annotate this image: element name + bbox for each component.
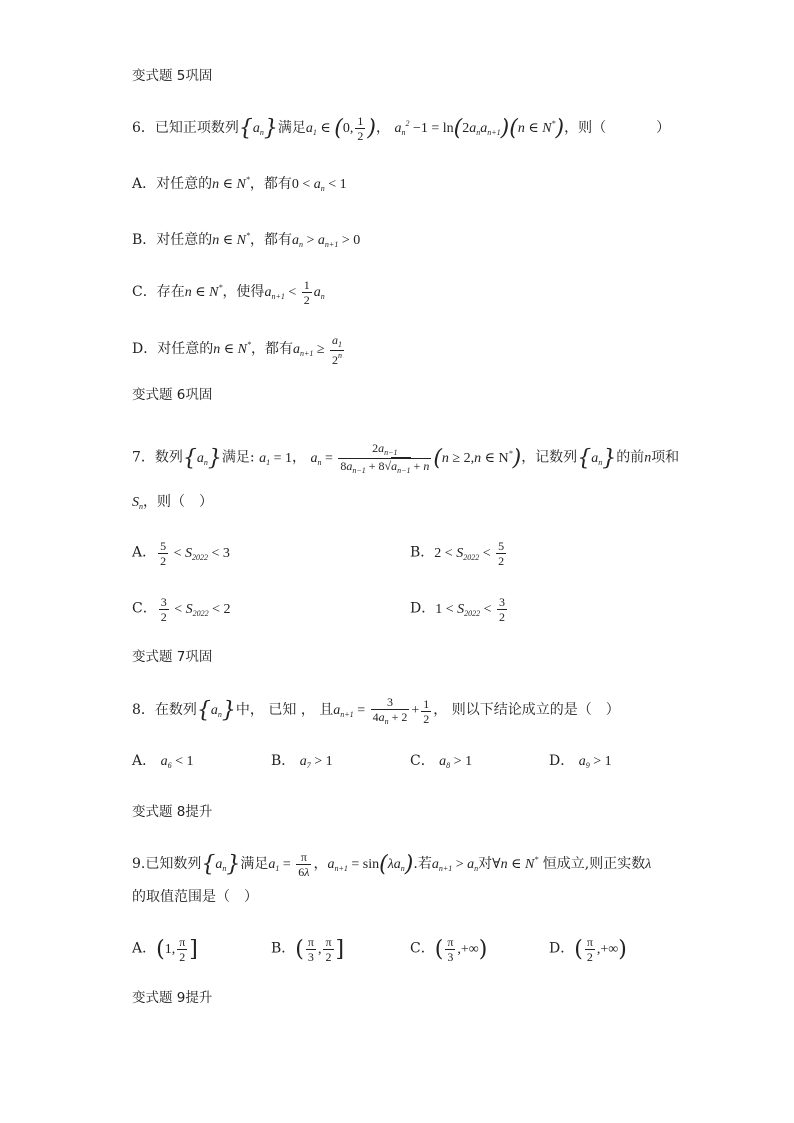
question-9-option-d: D．( $\frac{\pi}{2}$ ,+∞) [549,935,627,964]
question-7-stem: 7．数列$\{a_n\}$满足: $a_1 = 1$， $a_n$ = $\frac{2a_{n-1}}{8a_{n-1} + 8√a_{n-1} + n}$ (n ≥ 2,n ∈ N*)，记数列$\{a_n\}$的前n项和 [132,441,680,475]
section-header-5: 变式题 5巩固 [132,68,213,84]
question-number: 7． [132,449,155,466]
question-number: 8． [132,702,155,719]
question-9-stem: 9.已知数列$\{a_n\}$满足$a_1$ = $\frac{\pi}{6\lambda}$ ，$a_{n+1} = \sin(\lambda a_n)$.若$a_{n+1} > a_n$对∀n ∈ N* 恒成立,则正实数λ [132,850,652,880]
section-header-6: 变式题 6巩固 [132,387,213,403]
question-6-option-b: B．对任意的n ∈ N*，都有$a_n > a_{n+1} > 0$ [132,231,361,249]
question-7-option-a: A． $\frac{5}{2}$ < $S_{2022} < 3$ [132,539,230,568]
question-6-option-d: D．对任意的n ∈ N*，都有$a_{n+1}$ ≥ $\frac{a_1}{2^n}$ [132,333,343,367]
question-6-option-a: A．对任意的n ∈ N*，都有$0 < a_n < 1$ [132,175,347,193]
question-9-option-a: A．(1, $\frac{\pi}{2}$ ] [132,935,198,964]
question-number: 6． [132,120,155,136]
section-header-9: 变式题 9提升 [132,990,213,1006]
question-6-stem: 6．已知正项数列$\{a_n\}$满足$a_1$ ∈ (0, $\frac{1}{2}$ )， $a_n^2 -1 = \ln(2a_na_{n+1})(n$ ∈ N*)，则（ ） [132,114,671,144]
question-8-option-d: D． $a_9 > 1$ [549,753,612,770]
question-9-option-c: C．( $\frac{\pi}{3}$ ,+∞) [410,935,488,964]
question-7-option-b: B．$2 < S_{2022}$ < $\frac{5}{2}$ [410,539,505,568]
question-8-stem: 8．在数列$\{a_n\}$中， 已知 ， 且$a_{n+1}$ = $\frac{3}{4a_n + 2}$ + $\frac{1}{2}$ ， 则以下结论成立的是（ ） [132,695,620,726]
section-header-8: 变式题 8提升 [132,804,213,820]
question-8-option-c: C． $a_8 > 1$ [410,753,473,770]
question-9-option-b: B．( $\frac{\pi}{3}$ , $\frac{\pi}{2}$ ] [271,935,345,964]
section-header-7: 变式题 7巩固 [132,649,213,665]
question-8-option-b: B． $a_7 > 1$ [271,753,333,770]
question-number: 9. [132,856,146,872]
question-9-stem-cont: 的取值范围是（ ） [132,889,258,905]
question-8-option-a: A． $a_6 < 1$ [132,753,194,770]
question-7-option-d: D．$1 < S_{2022}$ < $\frac{3}{2}$ [410,595,506,624]
question-7-option-c: C． $\frac{3}{2}$ < $S_{2022} < 2$ [132,595,231,624]
question-6-option-c: C．存在n ∈ N*，使得$a_{n+1}$ < $\frac{1}{2}$ $a_n$ [132,278,325,308]
question-7-stem-cont: $S_n$，则（ ） [132,494,213,511]
